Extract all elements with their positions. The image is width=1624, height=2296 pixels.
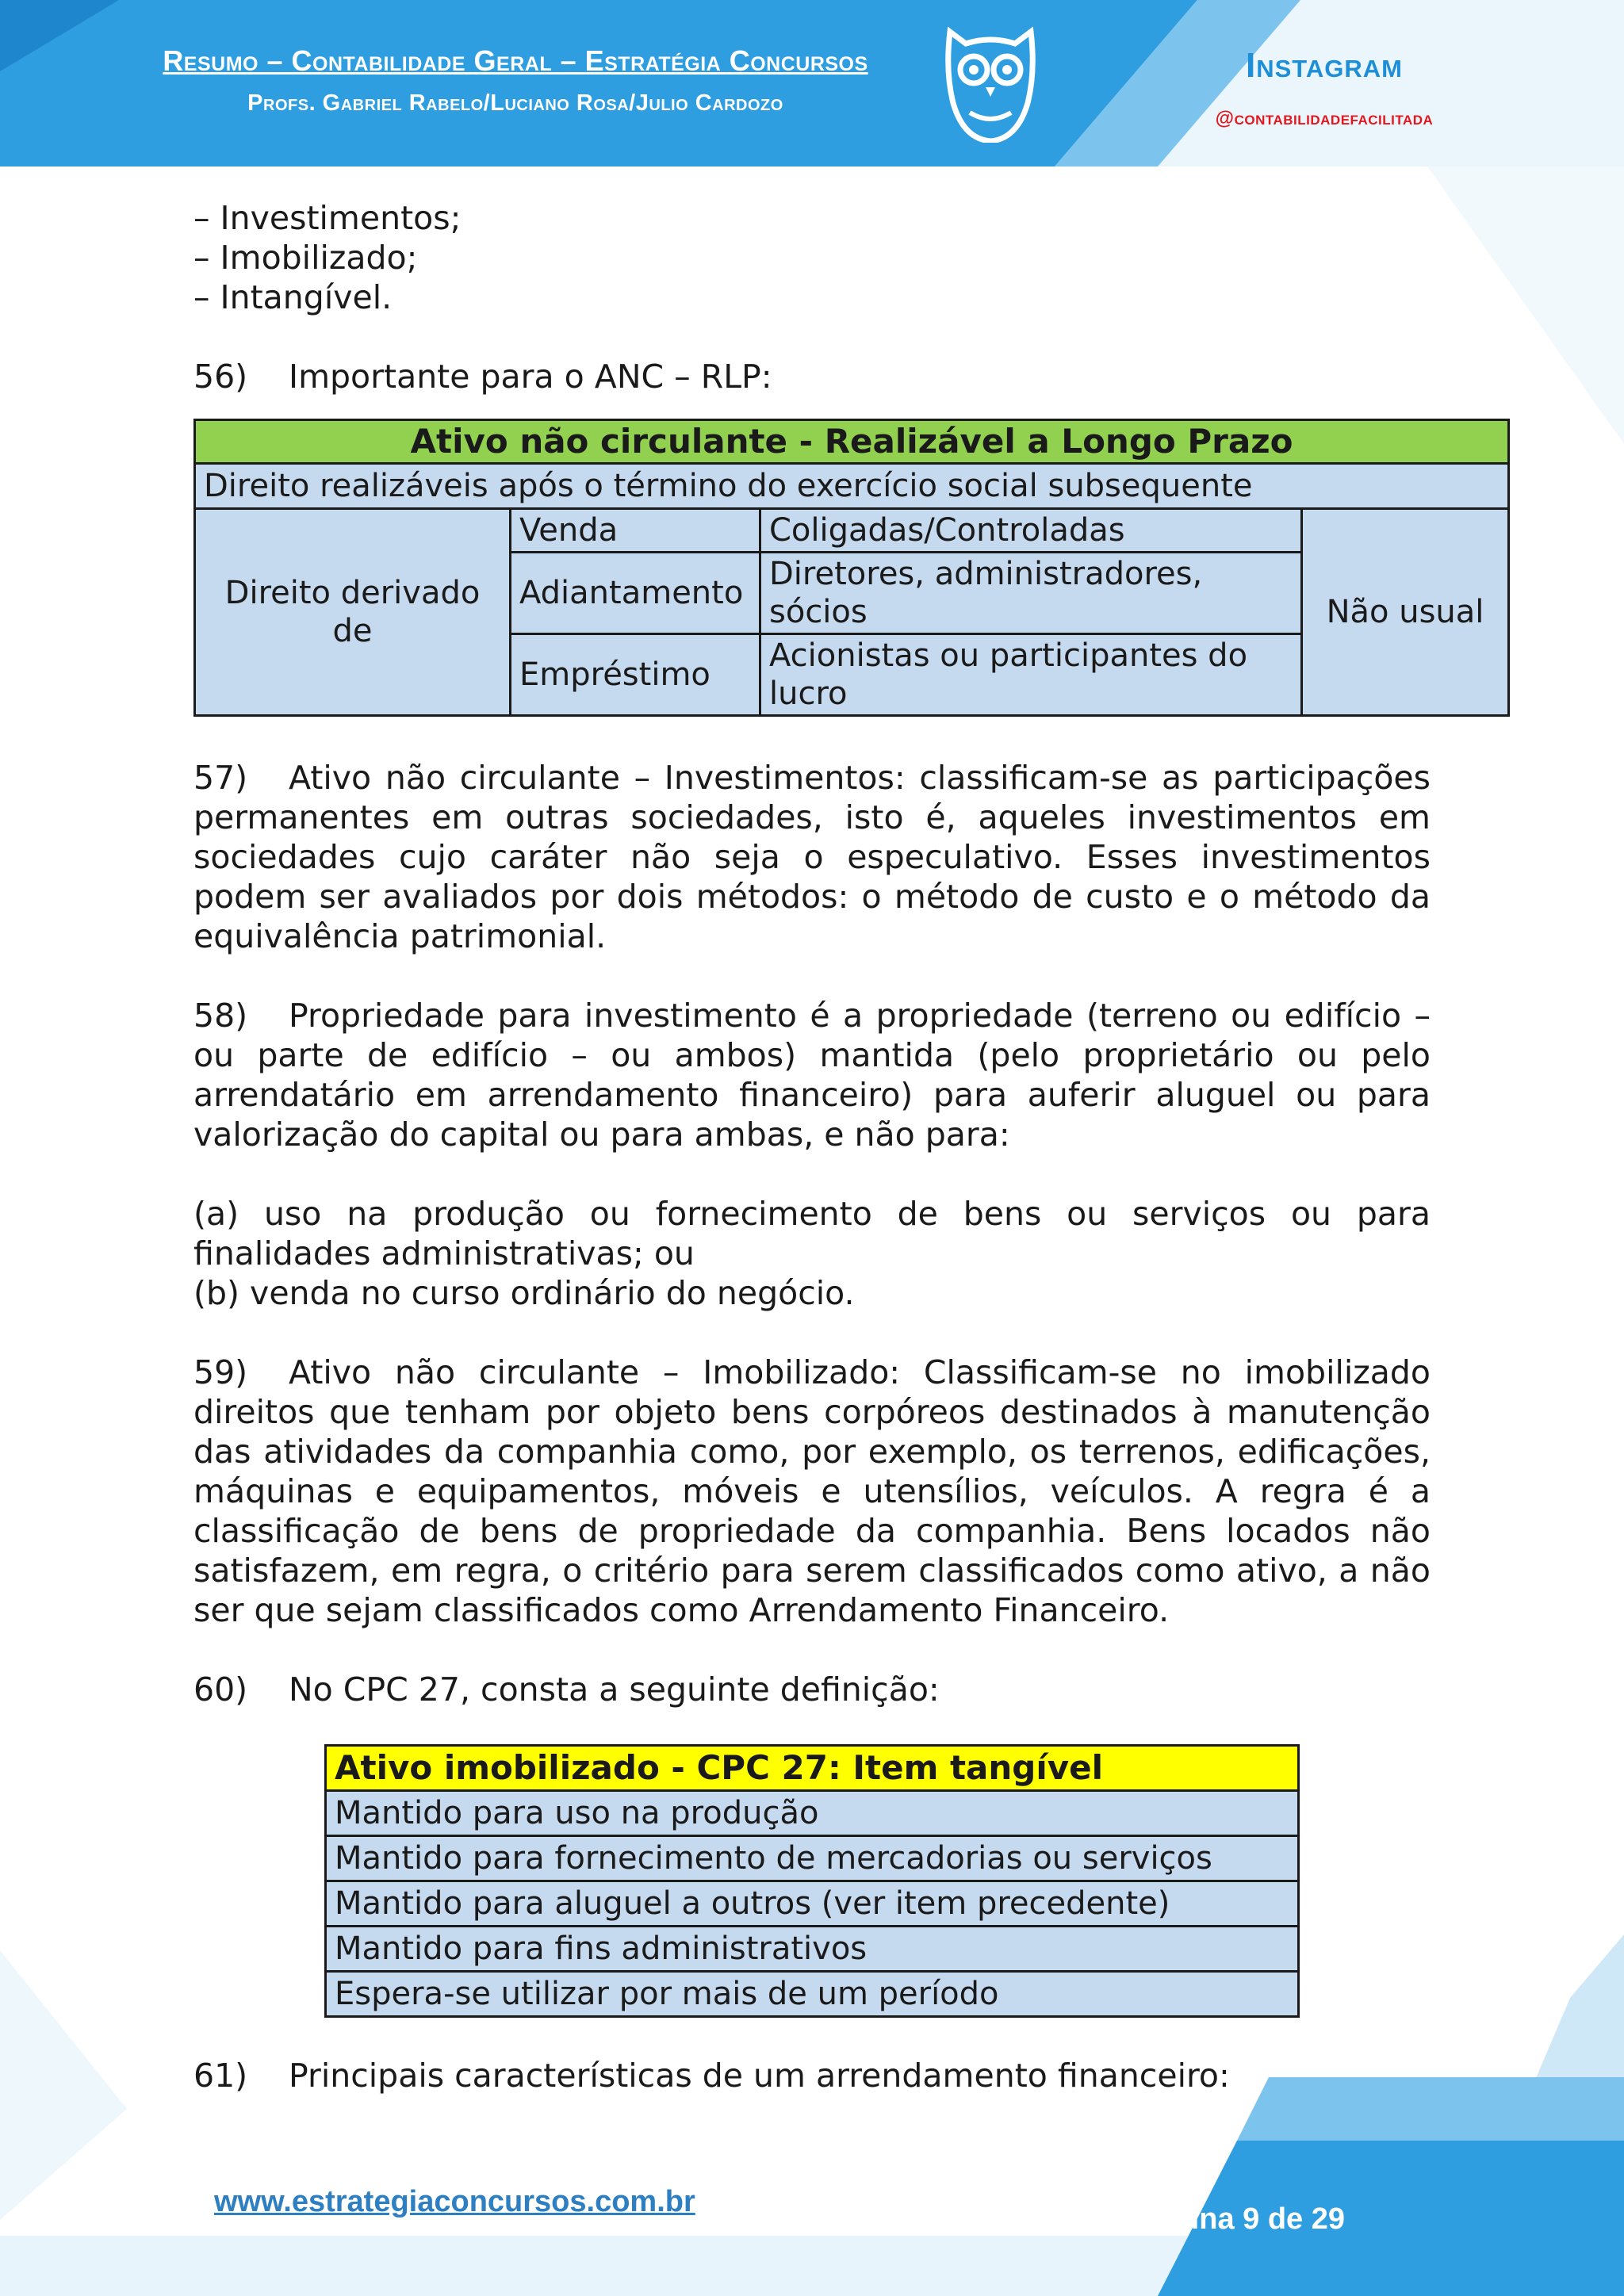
rlp-left-label: Direito derivado de	[195, 509, 511, 716]
header-subtitle: Profs. Gabriel Rabelo/Luciano Rosa/Julio Cardozo	[247, 90, 783, 116]
item-text: No CPC 27, consta a seguinte definição:	[289, 1670, 940, 1709]
rlp-type-cell: Empréstimo	[511, 634, 760, 716]
instagram-handle[interactable]: @contabilidadefacilitada	[1215, 108, 1434, 129]
item-58	[193, 996, 1431, 1154]
list-item: – Intangível.	[193, 278, 393, 316]
owl-logo-icon	[942, 24, 1039, 143]
instagram-label: Instagram	[1245, 46, 1404, 85]
item-text: Principais características de um arrendamento financeiro:	[289, 2057, 1230, 2095]
document-body	[193, 198, 1484, 2095]
footer-link[interactable]: www.estrategiaconcursos.com.br	[214, 2185, 695, 2218]
item-56	[193, 357, 1431, 396]
item-text: Ativo não circulante – Imobilizado: Classificam-se no imobilizado direitos que tenham por objeto bens corpóreos destinados à manutenção das atividades da companhia como, por exemplo, os terrenos, edificações, máquinas e equipamentos, móveis e utensílios, veículos. A regra é a classificação de bens de propriedade da companhia. Bens locados não satisfazem, em regra, o critério para serem classificados como ativo, a não ser que sejam classificados como Arrendamento Financeiro.	[193, 1353, 1431, 1629]
rlp-party-cell: Diretores, administradores, sócios	[760, 553, 1302, 634]
item-number: 57)	[193, 759, 248, 797]
instagram-block	[1126, 46, 1522, 130]
page-number: Página 9 de 29	[1136, 2202, 1346, 2236]
rlp-party-cell: Acionistas ou participantes do lucro	[760, 634, 1302, 716]
item-text: Importante para o ANC – RLP:	[289, 358, 772, 396]
item-58-sub-a: (a) uso na produção ou fornecimento de bens ou serviços ou para finalidades administrativas; ou	[193, 1195, 1431, 1272]
item-number: 56)	[193, 358, 248, 396]
item-60	[193, 1670, 1431, 1709]
item-number: 58)	[193, 997, 248, 1035]
item-text: Propriedade para investimento é a propriedade (terreno ou edifício – ou parte de edifício – ou ambos) mantida (pelo proprietário ou pelo arrendatário em arrendamento financeiro) para auferir aluguel ou para valorização do capital ou para ambas, e não para:	[193, 997, 1431, 1154]
item-text: Ativo não circulante – Investimentos: classificam-se as participações permanentes em outras sociedades, isto é, aqueles investimentos em sociedades cujo caráter não seja o especulativo. Esses investimentos podem ser avaliados por dois métodos: o método de custo e o método da equivalência patrimonial.	[193, 759, 1431, 955]
rlp-type-cell: Adiantamento	[511, 553, 760, 634]
item-number: 60)	[193, 1670, 248, 1709]
rlp-table-subheader: Direito realizáveis após o término do exercício social subsequente	[195, 464, 1509, 509]
cpc-table-row: Espera-se utilizar por mais de um período	[326, 1972, 1299, 2017]
rlp-right-label: Não usual	[1302, 509, 1509, 716]
list-item: – Imobilizado;	[193, 239, 418, 277]
item-61	[193, 2056, 1431, 2095]
cpc-table-row: Mantido para aluguel a outros (ver item precedente)	[326, 1881, 1299, 1927]
cpc-table-row: Mantido para fornecimento de mercadorias ou serviços	[326, 1836, 1299, 1881]
item-59	[193, 1353, 1431, 1630]
rlp-table-header: Ativo não circulante - Realizável a Longo Prazo	[195, 420, 1509, 464]
header-title: Resumo – Contabilidade Geral – Estratégia Concursos	[163, 44, 868, 77]
item-58-sub-b: (b) venda no curso ordinário do negócio.	[193, 1274, 855, 1312]
item-57	[193, 758, 1431, 956]
rlp-party-cell: Coligadas/Controladas	[760, 509, 1302, 553]
item-number: 61)	[193, 2057, 248, 2095]
cpc-table-header: Ativo imobilizado - CPC 27: Item tangível	[326, 1746, 1299, 1791]
cpc-table-row: Mantido para uso na produção	[326, 1791, 1299, 1836]
cpc-table	[324, 1744, 1300, 2018]
rlp-table	[193, 419, 1510, 717]
rlp-type-cell: Venda	[511, 509, 760, 553]
list-item: – Investimentos;	[193, 199, 462, 237]
item-number: 59)	[193, 1353, 248, 1391]
cpc-table-row: Mantido para fins administrativos	[326, 1927, 1299, 1972]
